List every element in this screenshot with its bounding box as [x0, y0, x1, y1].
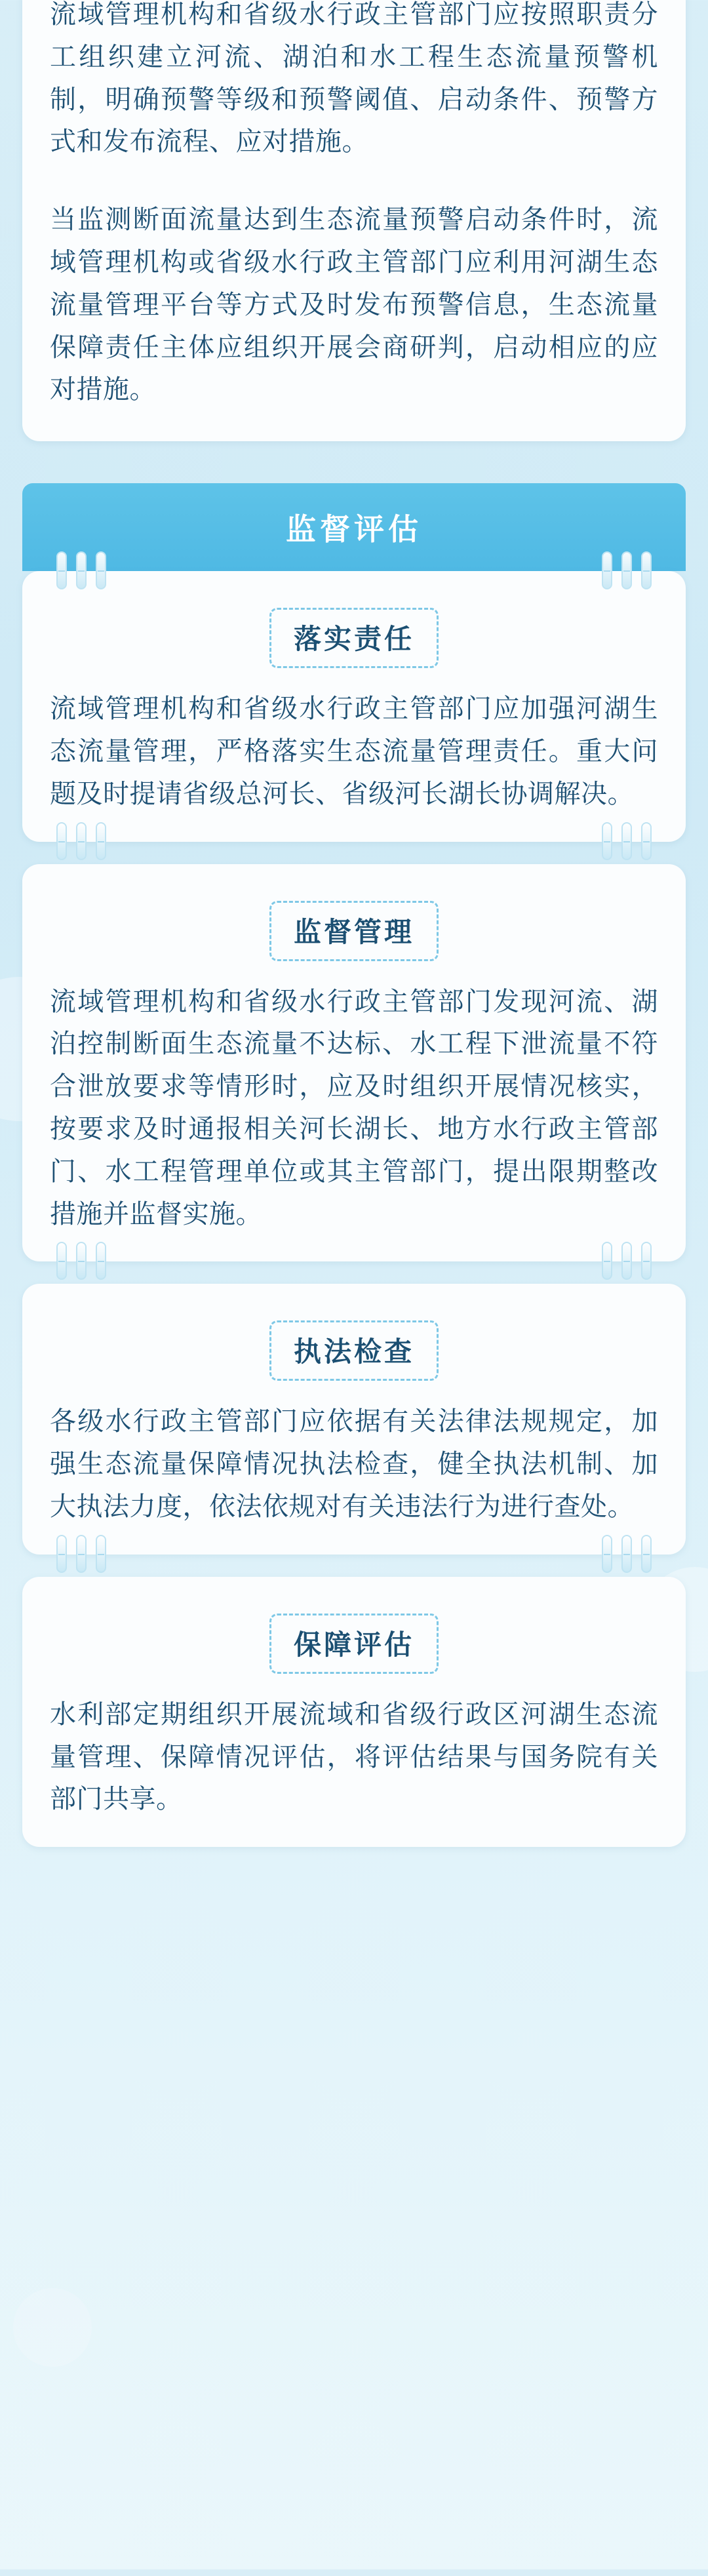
gap-2: [22, 1261, 686, 1284]
ring-icon: [641, 1535, 652, 1573]
ring-icon: [621, 551, 632, 589]
ring-icon: [641, 1242, 652, 1280]
ring-icon: [602, 1242, 612, 1280]
section-body-4: 水利部定期组织开展流域和省级行政区河湖生态流量管理、保障情况评估，将评估结果与国务院有关部门共享。: [50, 1699, 658, 1814]
intro-paragraph-2: 当监测断面流量达到生态流量预警启动条件时，流域管理机构或省级水行政主管部门应利用河湖生态流量管理平台等方式及时发布预警信息，生态流量保障责任主体应组织开展会商研判，启动相应的应对措施。: [50, 205, 658, 405]
ring-icon: [96, 1535, 106, 1573]
ring-icon: [96, 1242, 106, 1280]
ring-icon: [96, 551, 106, 589]
section-card-1: [22, 571, 686, 841]
ring-icon: [621, 1242, 632, 1280]
section-heading-1: 落实责任: [269, 608, 439, 668]
section-banner: [22, 483, 686, 571]
ring-icon: [76, 551, 87, 589]
ring-icon: [621, 1535, 632, 1573]
binding-rings-right-3: [602, 1242, 652, 1280]
background-bubble-3: [13, 2288, 92, 2367]
section-heading-2: 监督管理: [269, 901, 439, 961]
ring-icon: [76, 1535, 87, 1573]
section-banner-title: 监督评估: [286, 512, 422, 547]
ring-icon: [602, 1535, 612, 1573]
section-heading-3: 执法检查: [269, 1320, 439, 1381]
section-body-3: 各级水行政主管部门应依据有关法律法规规定，加强生态流量保障情况执法检查，健全执法机制、加大执法力度，依法依规对有关违法行为进行查处。: [50, 1407, 658, 1521]
section-heading-wrap-3: [50, 1320, 658, 1381]
ring-icon: [641, 822, 652, 860]
section-body-2: 流域管理机构和省级水行政主管部门发现河流、湖泊控制断面生态流量不达标、水工程下泄流量不符合泄放要求等情形时，应及时组织开展情况核实，按要求及时通报相关河长湖长、地方水行政主管部门、水工程管理单位或其主管部门，提出限期整改措施并监督实施。: [50, 987, 658, 1229]
ring-icon: [76, 1242, 87, 1280]
binding-rings-right-2: [602, 822, 652, 860]
binding-rings-right-1: [602, 551, 652, 589]
gap-1: [22, 842, 686, 864]
section-heading-wrap-2: [50, 901, 658, 961]
section-card-2: [22, 864, 686, 1262]
section-heading-wrap-4: [50, 1614, 658, 1674]
binding-rings-right-4: [602, 1535, 652, 1573]
intro-card: [22, 0, 686, 441]
binding-rings-left-4: [56, 1535, 106, 1573]
section-card-4: [22, 1577, 686, 1847]
ring-icon: [56, 551, 67, 589]
ring-icon: [641, 551, 652, 589]
section-heading-wrap-1: [50, 608, 658, 668]
section-banner-wrap: [22, 483, 686, 571]
section-heading-4: 保障评估: [269, 1614, 439, 1674]
ring-icon: [56, 1242, 67, 1280]
ring-icon: [602, 551, 612, 589]
binding-rings-left-2: [56, 822, 106, 860]
gap-3: [22, 1555, 686, 1577]
ring-icon: [621, 822, 632, 860]
section-body-1: 流域管理机构和省级水行政主管部门应加强河湖生态流量管理，严格落实生态流量管理责任。重大问题及时提请省级总河长、省级河长湖长协调解决。: [50, 694, 658, 808]
ring-icon: [602, 822, 612, 860]
ring-icon: [76, 822, 87, 860]
ring-icon: [96, 822, 106, 860]
intro-paragraph-1: 流域管理机构和省级水行政主管部门应按照职责分工组织建立河流、湖泊和水工程生态流量预警机制，明确预警等级和预警阈值、启动条件、预警方式和发布流程、应对措施。: [50, 0, 658, 157]
section-card-3: [22, 1284, 686, 1554]
ring-icon: [56, 822, 67, 860]
binding-rings-left-3: [56, 1242, 106, 1280]
binding-rings-left-1: [56, 551, 106, 589]
ring-icon: [56, 1535, 67, 1573]
